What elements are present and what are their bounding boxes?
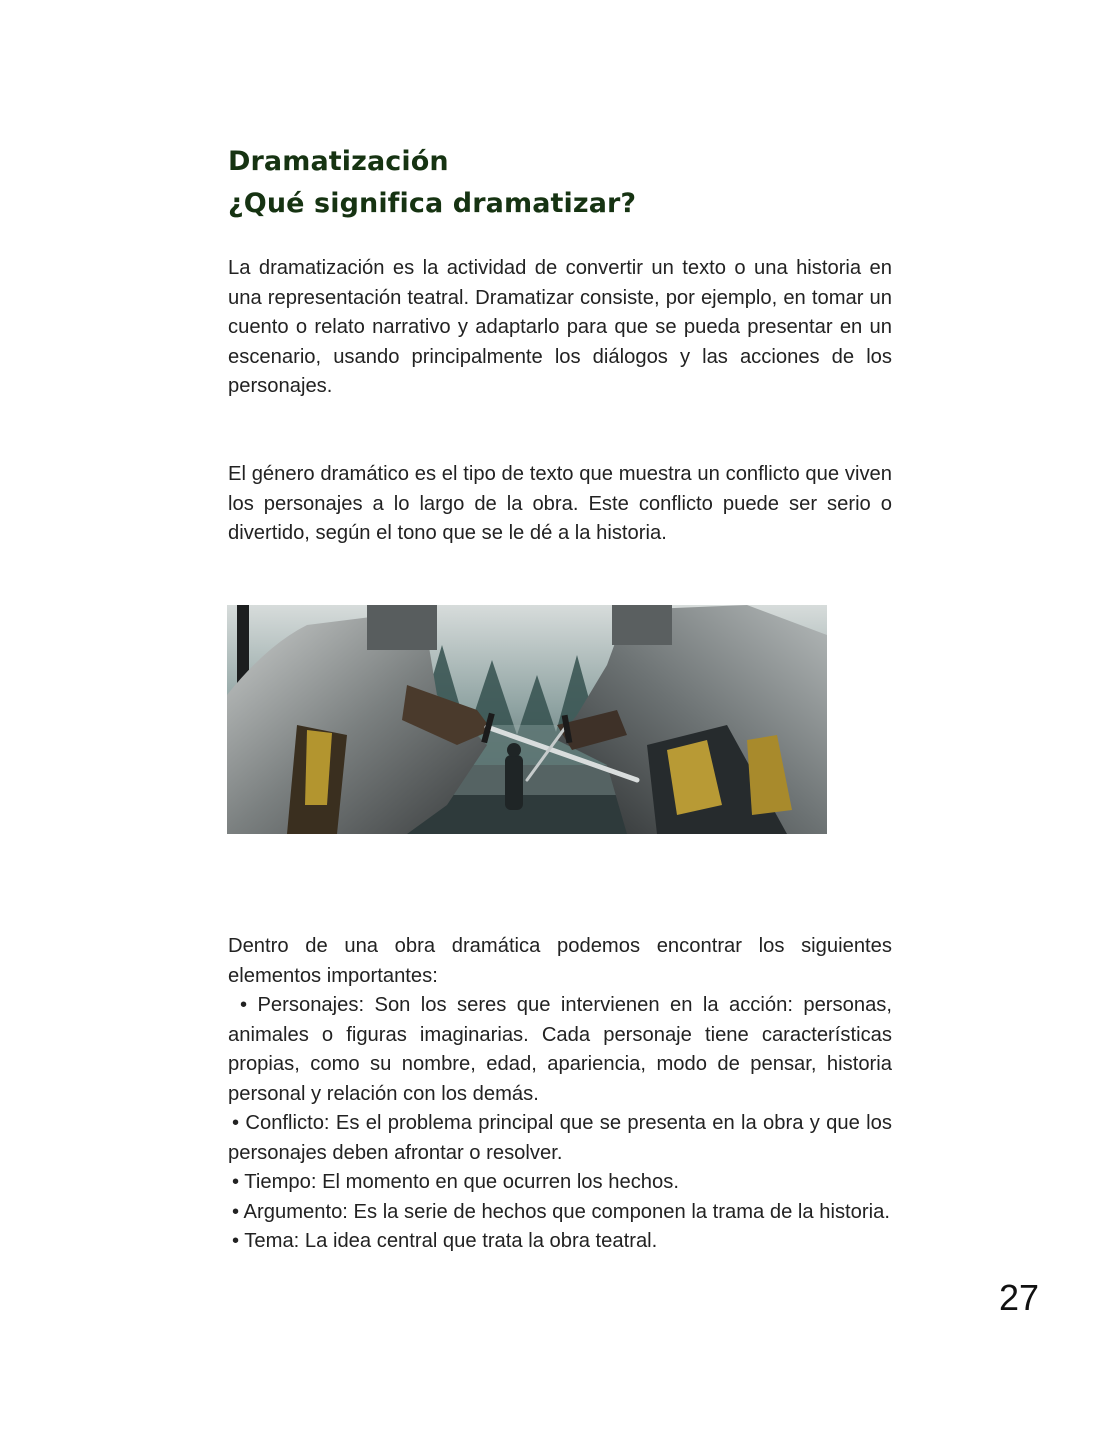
element-item-tema: • Tema: La idea central que trata la obra teatral. [232, 1230, 658, 1252]
genre-paragraph: El género dramático es el tipo de texto que muestra un conflicto que viven los personajes a lo largo de la obra. Este conflicto puede ser serio o divertido, según el tono que se le dé a la historia. [228, 463, 892, 544]
knights-fighting-image [227, 605, 827, 834]
page-heading [228, 141, 636, 225]
heading-question: ¿Qué significa dramatizar? [228, 188, 637, 219]
page-number: 27 [998, 1277, 1039, 1318]
element-item-conflicto: • Conflicto: Es el problema principal que se presenta en la obra y que los personajes deben afrontar o resolver. [228, 1112, 892, 1164]
elements-intro: Dentro de una obra dramática podemos encontrar los siguientes elementos importantes: [228, 935, 892, 987]
intro-paragraph: La dramatización es la actividad de convertir un texto o una historia en una representación teatral. Dramatizar consiste, por ejemplo, en tomar un cuento o relato narrativo y adaptarlo para que se pueda presentar en un escenario, usando principalmente los diálogos y las acciones de los personajes. [228, 257, 892, 397]
element-item-argumento: • Argumento: Es la serie de hechos que componen la trama de la historia. [232, 1200, 890, 1223]
knights-illustration [227, 605, 827, 834]
heading-title: Dramatización [228, 146, 449, 177]
element-item-personajes: • Personajes: Son los seres que intervienen en la acción: personas, animales o figuras imaginarias. Cada personaje tiene características propias, como su nombre, edad, apariencia, modo de pensar, historia personal y relación con los demás. [228, 994, 892, 1105]
element-item-tiempo: • Tiempo: El momento en que ocurren los hechos. [232, 1171, 679, 1193]
elements-section [228, 932, 892, 1257]
background-figure [505, 743, 523, 810]
